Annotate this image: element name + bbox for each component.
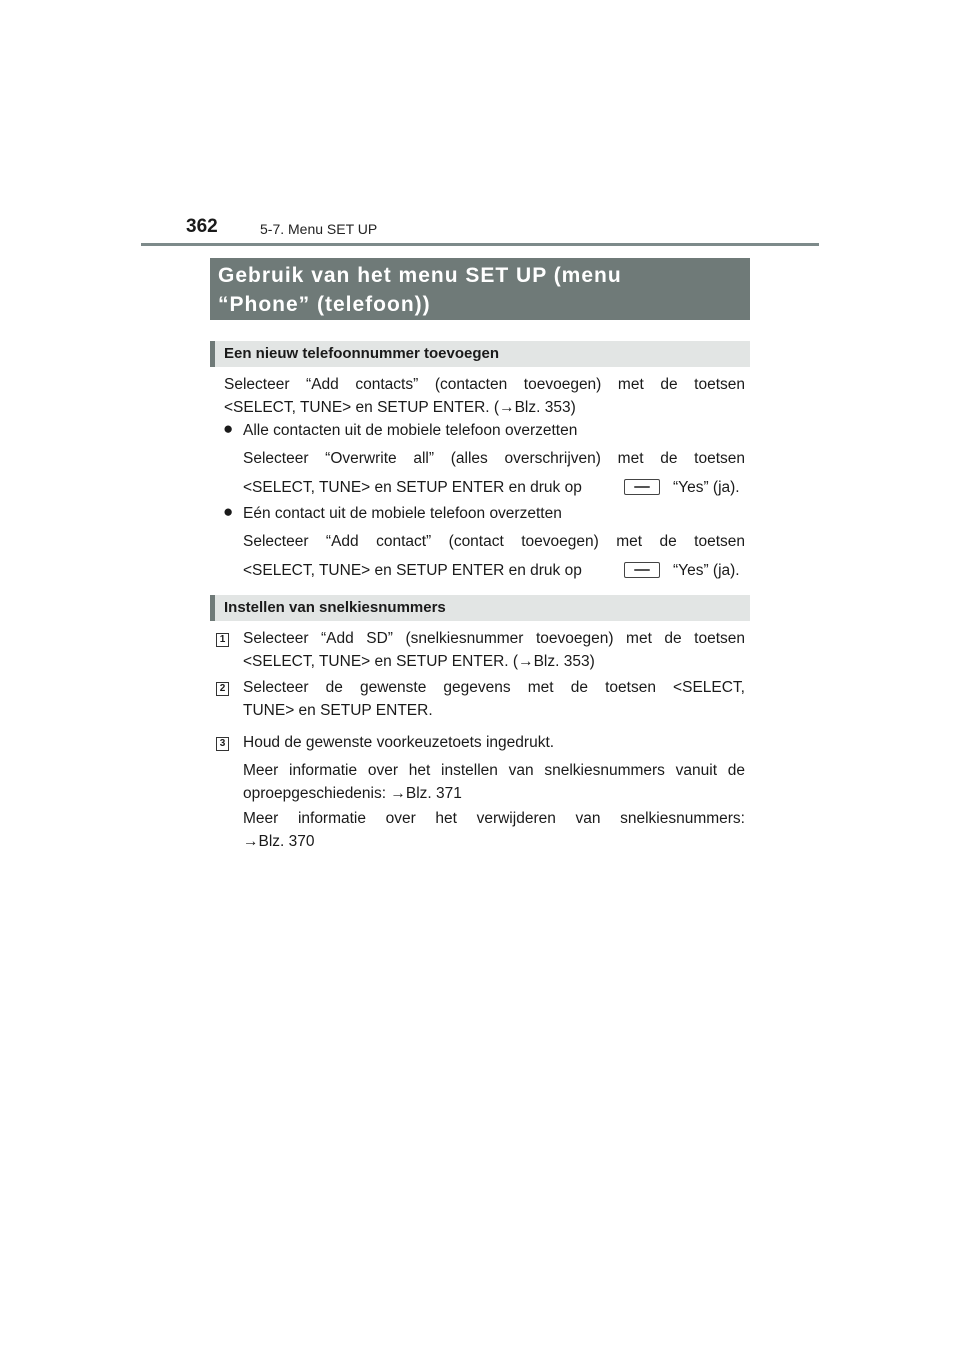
enter-key-icon [624, 479, 660, 495]
bullet-dot-2: ● [223, 502, 234, 521]
subheading-add-number: Een nieuw telefoonnummer toevoegen [210, 341, 750, 367]
subheading-speed-dial: Instellen van snelkiesnummers [210, 595, 750, 621]
bullet-2-line-2: <SELECT, TUNE> en SETUP ENTER en druk op [243, 562, 582, 579]
enter-key-icon [624, 562, 660, 578]
step-1-line-2: <SELECT, TUNE> en SETUP ENTER. (→Blz. 353) [243, 653, 595, 670]
bullet-1-line-2: <SELECT, TUNE> en SETUP ENTER en druk op [243, 479, 582, 496]
page-title [210, 258, 750, 320]
bullet-2-yes: “Yes” (ja). [673, 562, 740, 579]
header-divider [141, 243, 819, 246]
bullet-2-title: Eén contact uit de mobiele telefoon overzetten [243, 505, 562, 522]
step-number-3: 3 [216, 737, 229, 751]
step-3-line-1: Houd de gewenste voorkeuzetoets ingedrukt. [243, 734, 555, 751]
section-reference: 5-7. Menu SET UP [260, 221, 378, 237]
page-title-line-1: Gebruik van het menu SET UP (menu [218, 264, 622, 287]
note-2-line-2: →Blz. 370 [243, 833, 315, 850]
note-2-line-1: Meer informatie over het verwijderen van snelkiesnummers: [243, 810, 745, 827]
step-number-2: 2 [216, 682, 229, 696]
step-1-line-1: Selecteer “Add SD” (snelkiesnummer toevoegen) met de toetsen [243, 630, 745, 647]
page-title-line-2: “Phone” (telefoon)) [218, 293, 431, 316]
note-1-line-1: Meer informatie over het instellen van snelkiesnummers vanuit de [243, 762, 745, 779]
bullet-1-line-1: Selecteer “Overwrite all” (alles overschrijven) met de toetsen [243, 450, 745, 467]
bullet-1-title: Alle contacten uit de mobiele telefoon overzetten [243, 422, 578, 439]
page-number: 362 [186, 216, 218, 237]
bullet-dot-1: ● [223, 419, 234, 438]
intro-line-2: <SELECT, TUNE> en SETUP ENTER. (→Blz. 353) [224, 399, 576, 416]
bullet-1-yes: “Yes” (ja). [673, 479, 740, 496]
bullet-2-line-1: Selecteer “Add contact” (contact toevoegen) met de toetsen [243, 533, 745, 550]
intro-line-1: Selecteer “Add contacts” (contacten toevoegen) met de toetsen [224, 376, 745, 393]
step-number-1: 1 [216, 633, 229, 647]
step-2-line-1: Selecteer de gewenste gegevens met de toetsen <SELECT, [243, 679, 745, 696]
step-2-line-2: TUNE> en SETUP ENTER. [243, 702, 433, 719]
note-1-line-2: oproepgeschiedenis: →Blz. 371 [243, 785, 462, 802]
